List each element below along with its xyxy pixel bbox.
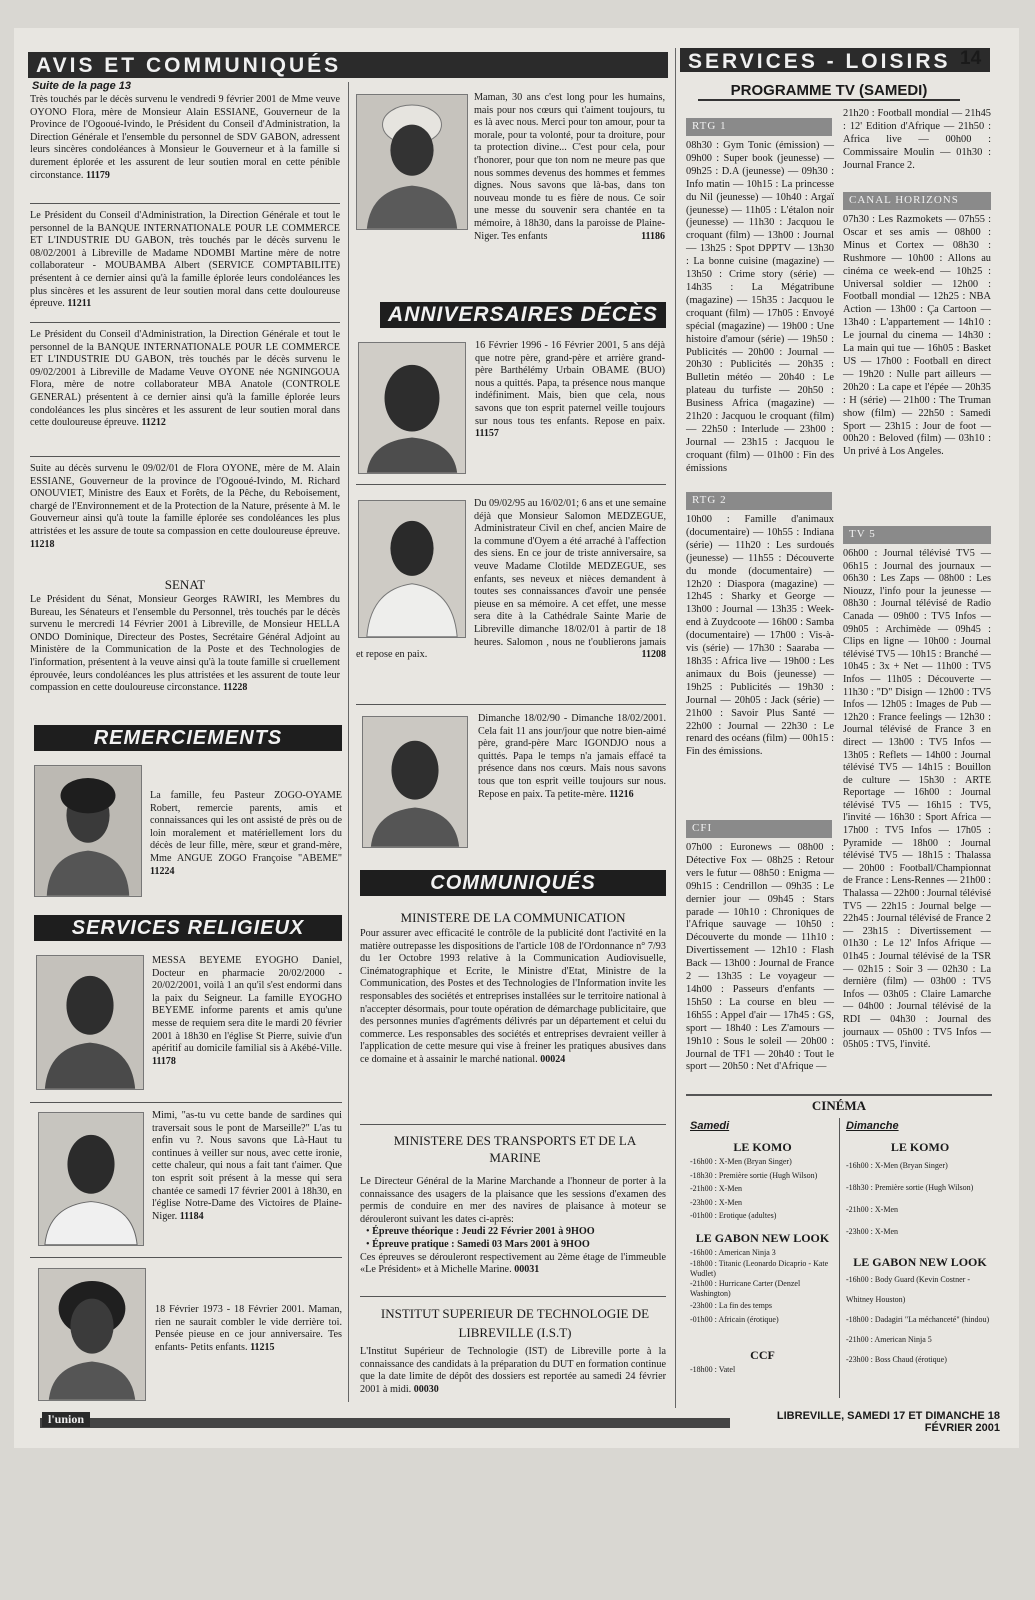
- channel-canal-horizons: CANAL HORIZONS: [843, 192, 991, 210]
- footer-brand: l'union: [42, 1412, 90, 1427]
- communique-2-text: Le Directeur Général de la Marine Marchande a l'honneur de porter à la connaissance des usagers de la plaisance que les sessions d'examen des permis de conduire en mer des navires de plaisance à moteur se dérouleront suivant les dates ci-après: • Épreuve théorique : Jeudi 22 Février 2001 à 9HOO • Épreuve pratique : Samedi 03 Mars 2001 à 9HOO Ces épreuves se dérouleront respectivement au 2ème étage de l'immeuble «Le Président» et à Michelle Marine. 00031: [360, 1176, 666, 1276]
- cinema-dimanche: Dimanche LE KOMO -16h00 : X-Men (Bryan Singer) -18h30 : Première sortie (Hugh Wilson) -21h00 : X-Men -23h00 : X-Men LE GABON NEW LOOK -16h00 : Body Guard (Kevin Costner - Whitney Houston) -18h00 : Dadagiri "La méchanceté" (hindou) -21h00 : American Ninja 5 -23h00 : Boss Chaud (érotique): [846, 1120, 994, 1370]
- channel-canal-programs: 07h30 : Les Razmokets — 07h55 : Oscar et ses amis — 08h00 : Minus et Cortex — 08h30 : Rushmore — 10h00 : Allons au cinéma ce week-end — 10h25 : Universal soldier — 12h00 : Football mondial — 12h25 : NBA Action — 13h00 : Ça Cartoon — 13h40 : L'appartement — 14h10 : Le journal du cinema — 14h30 : La main qui tue — 16h05 : Basket US — 17h00 : Football en direct — 19h20 : Nulle part ailleurs — 20h20 : La cape et l'épée — 20h35 : H (série) — 21h00 : The Truman show (film) — 22h50 : Samedi Sport — 23h15 : Jour de foot — 00h20 : Beloved (film) — 03h10 : Un privé à Los Angeles.: [843, 214, 991, 458]
- header-title-right: SERVICES - LOISIRS: [688, 50, 951, 73]
- religieux-item-2: Mimi, "as-tu vu cette bande de sardines qui traversait sous le pont de Marseille?" L'as tu enfin vu ?. Nous savons que Là-Haut tu continues à veiller sur nous, avec cette ironie, cette chaleur, qui nous a fait tant t'aimer. Que ton esprit soit présent à la messe qui sera chantée ce samedi 17 février 2001 à 18h30, en l'église Notre-Dame des Victoires de Plaine-Niger. 11184: [152, 1110, 342, 1222]
- section-header-avis: [28, 52, 668, 78]
- cinema-day-samedi: Samedi: [690, 1120, 730, 1132]
- avis-item-1: Très touchés par le décès survenu le vendredi 9 février 2001 de Mme veuve OYONO Flora, mère de Monsieur Alain ESSIANE, Gouverneur de la Province de l'Ogooué-Ivindo, le Président du Conseil d'Administration, la Direction Générale et l'ensemble du personnel de SDV GABON, adressent leurs sincères condoléances à Monsieur le Gouverneur et à la famille si durement éplorée et les assurent de leur soutien moral en cette pénible circonstance. 11179: [30, 94, 340, 181]
- channel-cfi: CFI: [686, 820, 832, 838]
- venue-komo-sun: LE KOMO: [890, 1140, 950, 1154]
- footer-date: LIBREVILLE, SAMEDI 17 ET DIMANCHE 18 FÉVRIER 2001: [730, 1410, 1000, 1434]
- header-title-left: AVIS ET COMMUNIQUÉS: [36, 54, 342, 77]
- senat-item: Le Président du Sénat, Monsieur Georges RAWIRI, les Membres du Bureau, les Sénateurs et l'ensemble du Personnel, très touchés par le décès survenu le mercredi 14 Février 2001 à Libreville, de Monsieur HELLA ONDO Dominique, Directeur des Postes, Secrétaire Général Adjoint au Ministère de la Communication de la Poste et des Technologies de l'information, présentent à la veuve ainsi qu'à la toute famille si cruellement éprouvée, leurs condoléances les plus attristées et les assurent de toute leur compassion en cette douloureuse circonstance. 11228: [30, 594, 340, 694]
- communique-3-heading: INSTITUT SUPERIEUR DE TECHNOLOGIE DE LIBREVILLE (I.S.T): [380, 1306, 650, 1340]
- venue-ccf: CCF: [750, 1348, 775, 1362]
- channel-tv5: TV 5: [843, 526, 991, 544]
- channel-rtg2-programs: 10h00 : Famille d'animaux (documentaire) — 10h55 : Indiana (série) — 11h20 : Les surdoués (jeunesse) — 11h55 : Découverte du monde (documentaire) — 12h20 : Diaspora (magazine) — 12h45 : Sharky et George — 13h00 : Journal — 13h35 : Week-end à Zuydcoote — 16h00 : Samba (documentaire) — 17h00 : Vis-à-vis (série) — 17h30 : Saaraba — 18h35 : Africa live — 19h00 : Les animaux du Bois (jeunesse) — 19h25 : Publicités — 19h30 : Journal — 20h05 : Jack (série) — 21h00 : Savoir Plus Santé — 22h00 : Journal — 22h30 : Le renard des océans (film) — 00h15 : Fin des émissions.: [686, 514, 834, 758]
- senat-title: SENAT: [164, 577, 206, 592]
- portrait-photo-religieux-2: [38, 1112, 144, 1246]
- portrait-photo-anniv-2: [358, 500, 466, 638]
- anniv-item-1: 16 Février 1996 - 16 Février 2001, 5 ans déjà que notre père, grand-père et arrière grand-père Barthélémy Urbain OBAME (BUO) nous a quittés. Papa, ta présence nous manque indéfiniment. Mais, bien que cela, nous savons que ton esprit paternel veille toujours sur nous tous tes enfants. Repose en paix. 11157: [475, 340, 665, 440]
- religieux-item-1: MESSA BEYEME EYOGHO Daniel, Docteur en pharmacie 20/02/2000 - 20/02/2001, voilà 1 an qu'il s'est endormi dans la paix du Seigneur. La famille EYOGHO BEYEME informe parents et amis qu'une messe de requiem sera dite le mardi 20 février 2001 à 18h30 en l'église St Pierre, suivie d'un apéritif au domicile familial sis à Akébé-Ville. 11178: [152, 955, 342, 1067]
- remerciements-text: La famille, feu Pasteur ZOGO-OYAME Robert, remercie parents, amis et connaissances qui les ont assisté de près ou de loin moralement et matériellement lors du décès de leur fille, mère, sœur et grand-mère, Mme ANGUE ZOGO Françoise "ABEME" 11224: [150, 790, 342, 877]
- anniversaires-header: ANNIVERSAIRES DÉCÈS: [380, 302, 666, 328]
- page-number: 14: [960, 48, 982, 69]
- avis-item-2: Le Président du Conseil d'Administration, la Direction Générale et tout le personnel de la BANQUE INTERNATIONALE POUR LE COMMERCE ET L'INDUSTRIE DU GABON, très touchés par le décès survenu le 08/02/2001 à Libreville de Madame NDOMBI Martine mère de notre collaborateur - MOUBAMBA Albert (SERVICE COMPTABILITE) présentent à ce dernier ainsi qu'à la famille éplorée leurs condoléances les plus sincères et les assurent de leur soutien moral dans cette douloureuse épreuve. 11211: [30, 210, 340, 310]
- religieux-header: SERVICES RELIGIEUX: [34, 915, 342, 941]
- avis-item-3: Le Président du Conseil d'Administration, la Direction Générale et tout le personnel de la BANQUE INTERNATIONALE POUR LE COMMERCE ET L'INDUSTRIE DU GABON, très touchés par le décès survenu le 09/02/2001 à Libreville de Madame Veuve OYONE née NGNINGOUA Flora, mère de notre collaborateur MBA Anatole (CONTROLE GENERAL) présentent à ce dernier ainsi qu'à la famille éplorée leurs condoléances les plus sincères et les assurent de leur soutien moral dans cette douloureuse épreuve. 11212: [30, 329, 340, 429]
- suite-label: Suite de la page 13: [32, 80, 132, 92]
- communique-1-heading: MINISTERE DE LA COMMUNICATION: [400, 910, 626, 925]
- remerciements-header: REMERCIEMENTS: [34, 725, 342, 751]
- venue-gabon-new-look-sat: LE GABON NEW LOOK: [695, 1230, 830, 1245]
- channel-tv5-programs: 06h00 : Journal télévisé TV5 — 06h15 : Journal des journaux — 06h30 : Les Zaps — 08h00 : Les Niouzz, l'info pour la jeunesse — 08h30 : Journal télévisé de Radio Canada — 09h00 : TV5 Infos — 09h05 : Archimède — 09h45 : Clips en ligne — 10h00 : Journal télévisé TV5 — 10h15 : Branché — 10h45 : 3x + Net — 11h00 : TV5 Infos — 11h05 : Découverte — 11h30 : "D" Disign — 12h00 : TV5 Infos — 12h05 : Images de Pub — 12h20 : France feelings — 12h30 : Journal télévisé de France 3 en direct — 13h00 : TV5 Infos — 13h05 : Reflets — 14h00 : Journal télévisé TV5 — 14h15 : Bouillon de culture — 15h30 : ARTE Reportage — 16h00 : Journal télévisé TV5 — 16h15 : TV5, l'invité — 16h30 : Sport Africa — 17h00 : TV5 Infos — 17h05 : Pyramide — 18h00 : Journal télévisé TV5 — 18h15 : Thalassa — 20h00 : Football/Championnat de France : Lens-Rennes — 21h00 : Thalassa — 22h00 : Journal télévisé TV5 — 22h15 : Journal belge — 22h45 : Journal télévisé de France 2 — 23h15 : Divertissement — 01h30 : Le 12' Infos Afrique — 01h45 : Journal télévisé de la TSR — 02h15 : Soir 3 — 02h30 : La dernière (film) — 03h00 : TV5 Infos — 03h05 : Claire Lamarche — 04h00 : Journal télévisé de la RDI — 04h30 : Journal des journaux — 05h00 : TV5 Infos — 05h05 : TV5, l'invité.: [843, 548, 991, 1051]
- cinema-day-dimanche: Dimanche: [846, 1120, 899, 1132]
- cinema-samedi: Samedi LE KOMO -16h00 : X-Men (Bryan Singer) -18h30 : Première sortie (Hugh Wilson) -21h00 : X-Men -23h00 : X-Men -01h00 : Erotique (adultes) LE GABON NEW LOOK -16h00 : American Ninja 3 -18h00 : Titanic (Leonardo Dicaprio - Kate Wudlet) -21h00 : Hurricane Carter (Denzel Washington) -23h00 : La fin des temps -01h00 : Africain (érotique) CCF -18h00 : Vatel: [690, 1120, 835, 1377]
- portrait-photo-religieux-1: [36, 955, 144, 1090]
- channel-rtg1-programs: 08h30 : Gym Tonic (émission) — 09h00 : Super book (jeunesse) — 09h25 : D.A (jeunesse) — 09h30 : Info matin — 10h15 : La princesse du Nil (jeunesse) — 10h40 : Argaï (jeunesse) — 11h05 : L'étalon noir (jeunesse) — 11h30 : Jacquou le croquant (film) — 13h00 : Journal — 13h25 : Spot DPPTV — 13h30 : La bonne cuisine (magazine) — 13h50 : Crime story (série) — 14h35 : La Mégatribune (magazine) — 15h35 : Jacquou le croquant (film) — 17h05 : Envoyé spécial (magazine) — 19h00 : Une histoire d'amour (série) — 19h50 : Publicités — 20h00 : Journal — 20h30 : Publicités — 20h35 : Bulletin météo — 20h40 : Le plateau du turfiste — 20h50 : Business Africa (magazine) — 21h20 : Jacquou le croquant (film) — 22h50 : Interlude — 23h00 : Journal — 23h15 : Jacquou le croquant (film) — 01h00 : Fin des émissions: [686, 140, 834, 474]
- anniv-item-2: Du 09/02/95 au 16/02/01; 6 ans et une semaine déjà que Monsieur Salomon MEDZEGUE, Administrateur Civil en chef, ancien Maire de la commune d'Oyem a été arraché à l'affection des siens. En ce jour de triste anniversaire, sa veuve Madame Clotilde MEDZEGUE, ses enfants, ses neveux et nièces demandent à toutes ses connaissances d'avoir une pensée pieuse en sa mémoire. A cet effet, une messe sera dite à la Cathédrale Sainte Marie de Libreville dimanche 18/02/01 à partir de 18 heures. Salomon , nous ne t'oublierons jamais et repose en paix. 11208: [356, 498, 666, 661]
- venue-gabon-new-look-sun: LE GABON NEW LOOK: [853, 1255, 987, 1269]
- anniv-item-3: Dimanche 18/02/90 - Dimanche 18/02/2001. Cela fait 11 ans jour/jour que notre bien-aimé père, grand-père Marc IGONDJO nous a quittés. Papa le temps n'a jamais effacé ta présence dans nos cœurs. Mais nous savons tous que ton esprit veille toujours sur nous. Repose en paix. Ta petite-mère. 11216: [478, 713, 666, 800]
- avis-item-4: Suite au décès survenu le 09/02/01 de Flora OYONE, mère de M. Alain ESSIANE, Gouverneur de la province de l'Ogooué-Ivindo, M. Richard ONOUVIET, Ministre des Eaux et Forêts, de la Pêche, du Reboisement, chargé de l'Environnement et de la Protection de la Nature, présente à M. le Gouverneur ainsi qu'à toute la famille éplorée ses condoléances les plus attristées et les assure de toute sa compassion en cette douloureuse épreuve. 11218: [30, 463, 340, 550]
- portrait-photo-anniv-3: [362, 716, 468, 848]
- communique-3-text: L'Institut Supérieur de Technologie (IST) de Libreville porte à la connaissance des candidats à la préparation du DUT en formation continue que la date limite de dépôt des dossiers est reportée au samedi 24 février 2001 à midi. 00030: [360, 1346, 666, 1395]
- venue-komo-sat: LE KOMO: [733, 1140, 792, 1154]
- portrait-photo-remerciements: [34, 765, 142, 897]
- channel-rtg1: RTG 1: [686, 118, 832, 136]
- cinema-title: CINÉMA: [811, 1098, 867, 1113]
- tv-title: PROGRAMME TV (SAMEDI): [698, 82, 960, 101]
- communique-1-text: Pour assurer avec efficacité le contrôle de la publicité dont l'activité en la matière outrepasse les dispositions de l'article 108 de l'Ordonnance n° 7/93 du 1er Octobre 1993 relative à la Communication Audiovisuelle, Cinématographique et Ecrite, le Ministre d'Etat, Ministre de la Communication, des Postes et des Technologies de l'Information invite les responsables des sociétés et entreprises installées sur le territoire national à n'accepter désormais, pour toute opération de démarchage publicitaire, que des personnes munies d'agréments délivrés par un département et celui du commerce. Les responsables des sociétés et entreprises devraient veiller à l'application de cette mesure qui vise à freiner les pratiques abusives dans ce domaine et à assainir le marché national. 00024: [360, 928, 666, 1065]
- cfi-continued-programs: 21h20 : Football mondial — 21h45 : 12' Edition d'Afrique — 21h50 : Africa live — 00h00 : Commissaire Moulin — 01h30 : Journal France 2.: [843, 108, 991, 171]
- portrait-photo-religieux-3: [38, 1268, 146, 1401]
- communique-2-heading: MINISTERE DES TRANSPORTS ET DE LA MARINE: [393, 1133, 637, 1165]
- religieux-item-3: 18 Février 1973 - 18 Février 2001. Maman, rien ne saurait combler le vide derrière toi. Pensée pieuse en ce jour anniversaire. Tes enfants- Petits enfants. 11215: [155, 1304, 342, 1353]
- channel-rtg2: RTG 2: [686, 492, 832, 510]
- communiques-header: COMMUNIQUÉS: [360, 870, 666, 896]
- section-header-services: [680, 48, 990, 72]
- portrait-photo-anniv-1: [358, 342, 466, 474]
- mid-top-text: Maman, 30 ans c'est long pour les humains, mais pour nos cœurs qui t'aiment toujours, tu es là avec nous. Merci pour ton amour, pour ta morale, pour ta volonté, pour ta droiture, pour ta protection divine... C'est pour cela, pour t'honorer, pour que ton nom ne meure pas que nous sommes devenus des hommes et femmes dignes. Nous savons que là-bas, dans ton nouveau monde tu es fière de nous. Ce soir une messe du souvenir sera chantée en ta mémoire, à 18h30, dans la paroisse de Plaine-Niger. Tes enfants 11186: [474, 92, 665, 242]
- channel-cfi-programs: 07h00 : Euronews — 08h00 : Détective Fox — 08h25 : Retour vers le futur — 08h50 : Enigma — 09h15 : Cendrillon — 09h35 : Le dernier jour — 09h45 : Stars parade — 10h10 : Chroniques de l'Afrique sauvage — 10h50 : Découverte du monde — 11h10 : Divertissement — 12h10 : Flash Back — 13h00 : Journal de France 2 — 13h35 : Le voyageur — 14h00 : Passeurs d'enfants — 15h50 : La course en bleu — 16h55 : Appel d'air — 17h45 : GS, sport — 18h40 : Les Z'amours — 19h10 : Sous le soleil — 20h00 : Journal de TF1 — 20h40 : Tout le sport — 20h50 : Net d'Afrique —: [686, 842, 834, 1073]
